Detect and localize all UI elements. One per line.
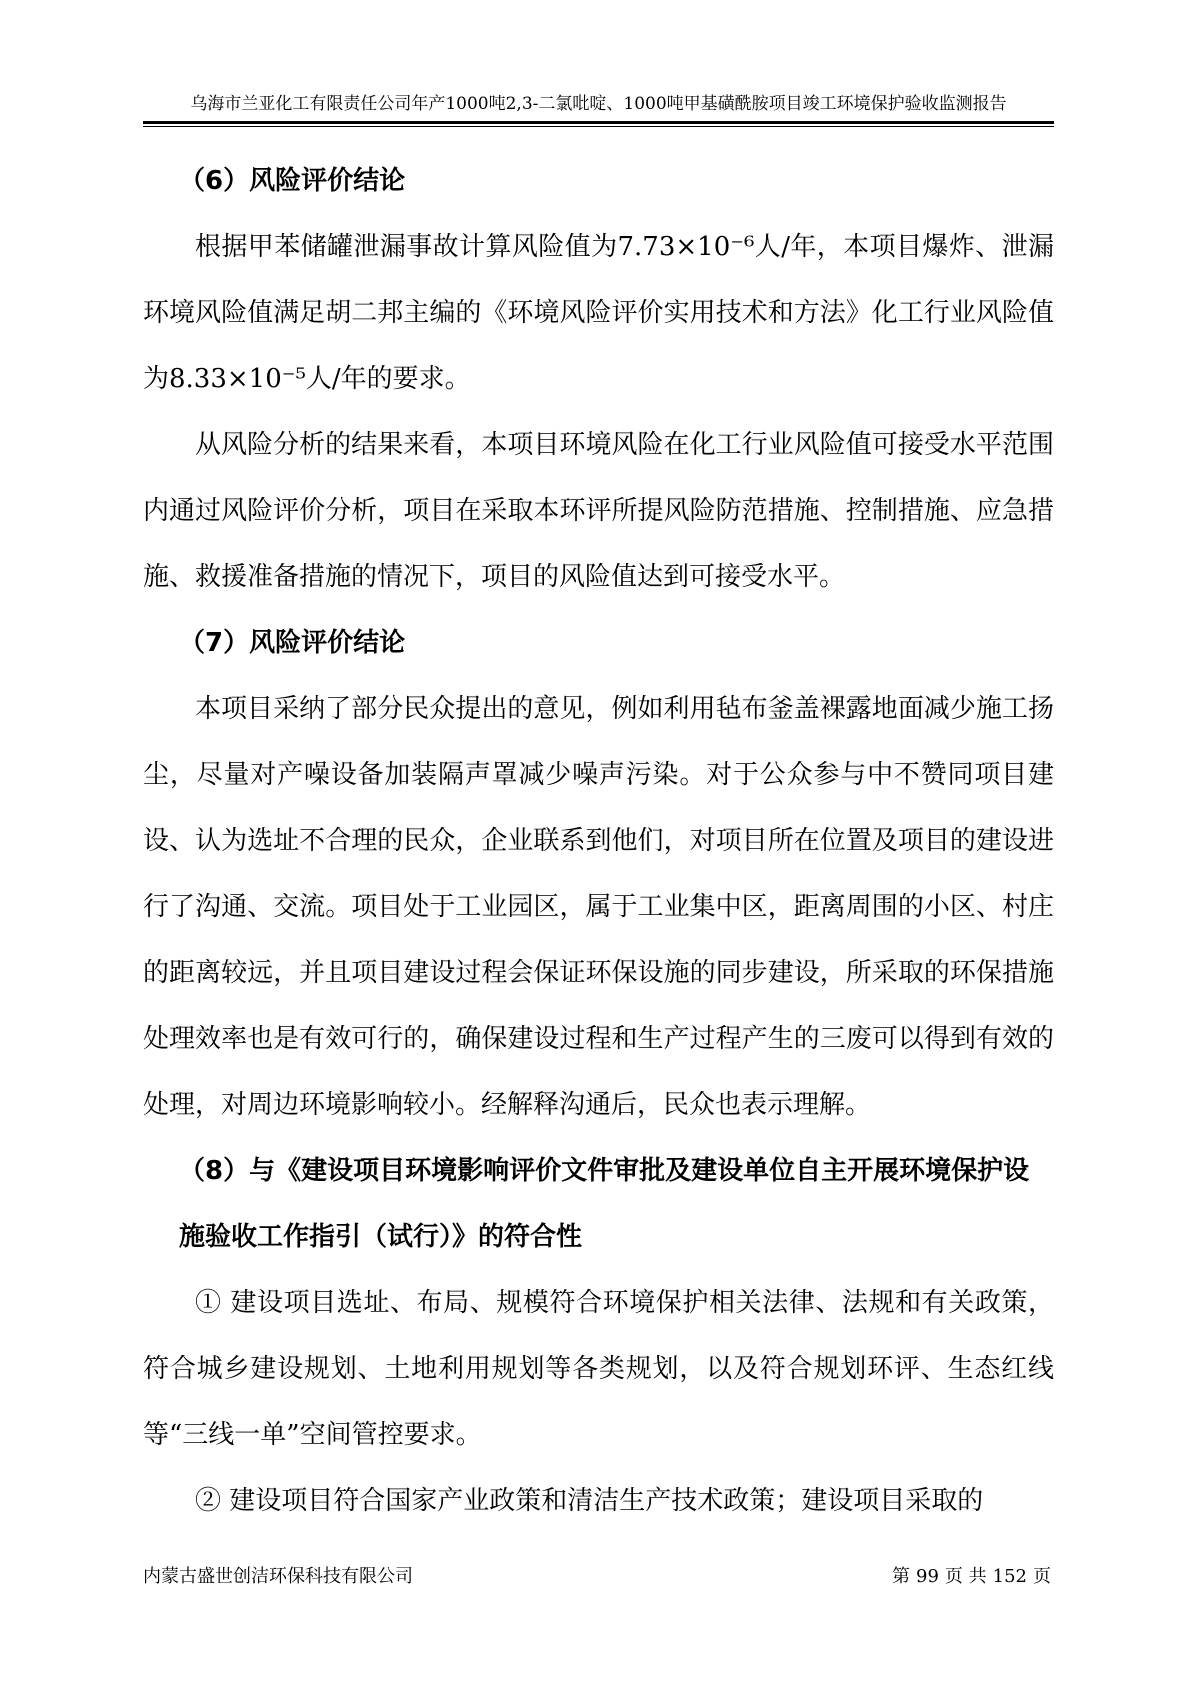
paragraph-risk-value: 根据甲苯储罐泄漏事故计算风险值为7.73×10⁻⁶人/年，本项目爆炸、泄漏环境风险值满足胡二邦主编的《环境风险评价实用技术和方法》化工行业风险值为8.33×10⁻⁵人/年的要求。 xyxy=(143,232,1054,394)
section-heading-6: （6）风险评价结论 xyxy=(179,166,406,196)
paragraph-risk-analysis: 从风险分析的结果来看，本项目环境风险在化工行业风险值可接受水平范围内通过风险评价分析，项目在采取本环评所提风险防范措施、控制措施、应急措施、救援准备措施的情况下，项目的风险值达到可接受水平。 xyxy=(143,430,1054,592)
page-mid: 页 共 xyxy=(944,1566,987,1587)
paragraph-compliance-2: ② 建设项目符合国家产业政策和清洁生产技术政策；建设项目采取的 xyxy=(195,1486,984,1516)
section-heading-8: （8）与《建设项目环境影响评价文件审批及建设单位自主开展环境保护设施验收工作指引（试行）》的符合性 xyxy=(179,1156,1030,1252)
footer-page-number xyxy=(889,1565,1054,1589)
total-pages: 152 xyxy=(992,1566,1027,1587)
current-page: 99 xyxy=(916,1566,939,1587)
header-rule-thick xyxy=(143,121,1054,124)
paragraph-compliance-1: ① 建设项目选址、布局、规模符合环境保护相关法律、法规和有关政策，符合城乡建设规划、土地利用规划等各类规划，以及符合规划环评、生态红线等“三线一单”空间管控要求。 xyxy=(143,1288,1054,1450)
paragraph-public-opinion: 本项目采纳了部分民众提出的意见，例如利用毡布釜盖裸露地面减少施工扬尘，尽量对产噪设备加装隔声罩减少噪声污染。对于公众参与中不赞同项目建设、认为选址不合理的民众，企业联系到他们，对项目所在位置及项目的建设进行了沟通、交流。项目处于工业园区，属于工业集中区，距离周围的小区、村庄的距离较远，并且项目建设过程会保证环保设施的同步建设，所采取的环保措施处理效率也是有效可行的，确保建设过程和生产过程产生的三废可以得到有效的处理，对周边环境影响较小。经解释沟通后，民众也表示理解。 xyxy=(143,694,1054,1120)
running-header: 乌海市兰亚化工有限责任公司年产1000吨2,3-二氯吡啶、1000吨甲基磺酰胺项目竣工环境保护验收监测报告 xyxy=(190,94,1007,114)
page-body xyxy=(143,148,1054,1534)
section-heading-7: （7）风险评价结论 xyxy=(179,628,406,658)
page-suffix: 页 xyxy=(1033,1566,1051,1587)
page-prefix: 第 xyxy=(892,1566,910,1587)
header-rule-thin xyxy=(143,126,1054,127)
footer-company: 内蒙古盛世创洁环保科技有限公司 xyxy=(143,1566,413,1587)
